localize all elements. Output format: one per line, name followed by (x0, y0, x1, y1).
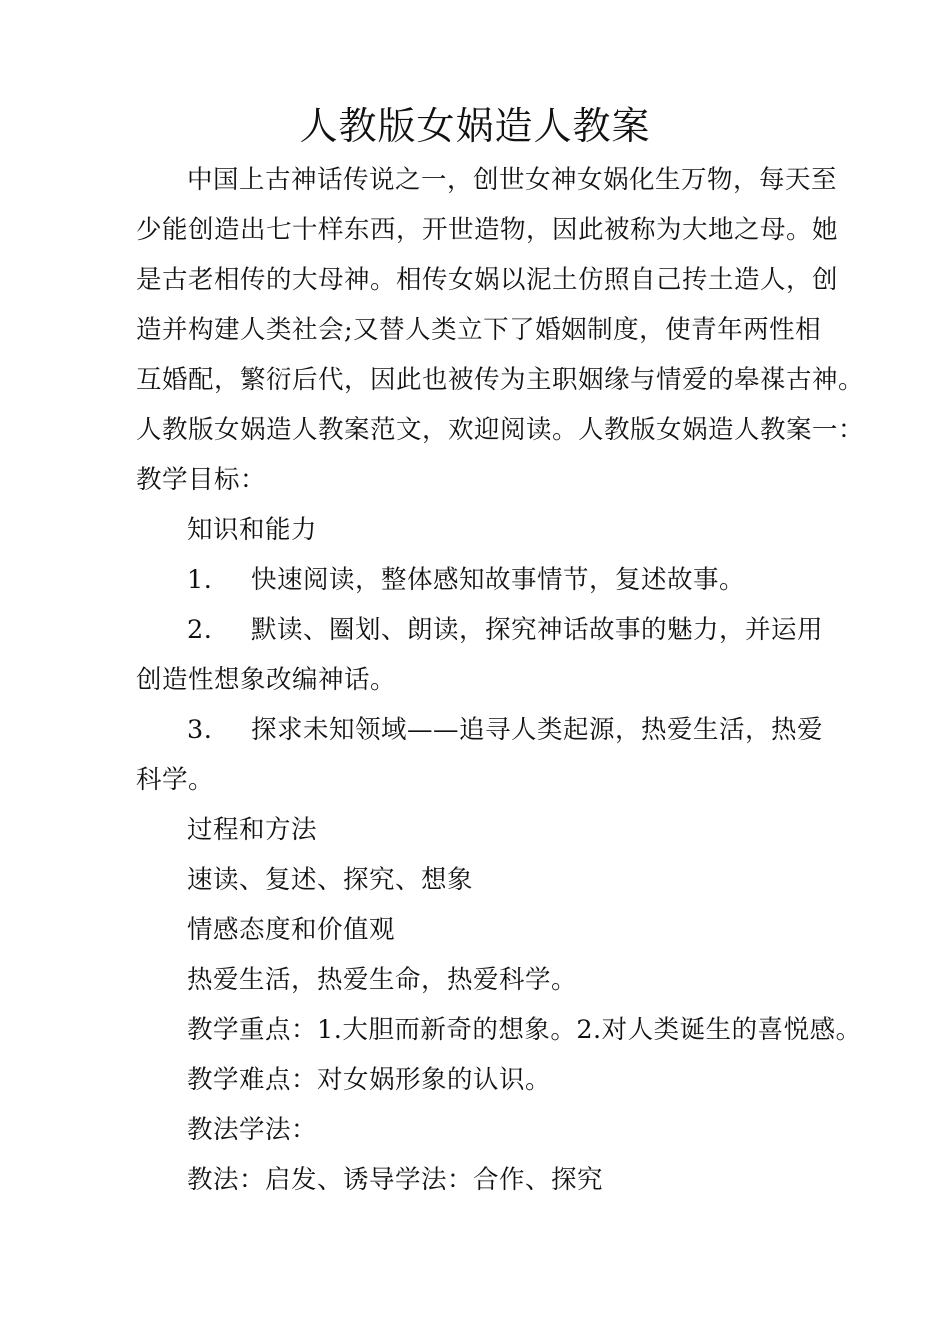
process-heading: 过程和方法 (187, 815, 318, 845)
goal-item-3 (187, 712, 823, 748)
intro-line-2: 少能创造出七十样东西，开世造物，因此被称为大地之母。她 (136, 215, 839, 245)
emotion-heading: 情感态度和价值观 (187, 915, 396, 945)
intro-line-1: 中国上古神话传说之一，创世女神女娲化生万物，每天至 (187, 165, 838, 195)
teaching-goals-heading: 教学目标： (136, 465, 267, 495)
method-text: 教法：启发、诱导学法：合作、探究 (187, 1165, 604, 1195)
intro-line-3: 是古老相传的大母神。相传女娲以泥土仿照自己抟土造人，创 (136, 265, 839, 295)
intro-line-5: 互婚配，繁衍后代，因此也被传为主职姻缘与情爱的皋禖古神。 (136, 365, 865, 395)
intro-line-4: 造并构建人类社会;又替人类立下了婚姻制度，使青年两性相 (136, 315, 822, 345)
difficulty: 教学难点：对女娲形象的认识。 (187, 1065, 552, 1095)
document-title: 人教版女娲造人教案 (299, 104, 651, 148)
goal-text: 快速阅读，整体感知故事情节，复述故事。 (251, 565, 746, 595)
goal-text: 默读、圈划、朗读，探究神话故事的魅力，并运用 (251, 615, 824, 645)
process-text: 速读、复述、探究、想象 (187, 865, 474, 895)
goal-text: 探求未知领域——追寻人类起源，热爱生活，热爱 (251, 715, 824, 745)
goal-item-1 (187, 562, 745, 598)
goal-item-2 (187, 612, 823, 648)
key-points: 教学重点：1.大胆而新奇的想象。2.对人类诞生的喜悦感。 (187, 1015, 862, 1045)
emotion-text: 热爱生活，热爱生命，热爱科学。 (187, 965, 578, 995)
goal-item-2-continued: 创造性想象改编神话。 (136, 665, 397, 695)
goal-number: 3. (187, 715, 213, 745)
goal-number: 1. (187, 565, 213, 595)
goal-item-3-continued: 科学。 (136, 765, 215, 795)
intro-line-6: 人教版女娲造人教案范文，欢迎阅读。人教版女娲造人教案一： (136, 415, 865, 445)
goal-number: 2. (187, 615, 213, 645)
method-heading: 教法学法： (187, 1115, 318, 1145)
knowledge-heading: 知识和能力 (187, 515, 318, 545)
